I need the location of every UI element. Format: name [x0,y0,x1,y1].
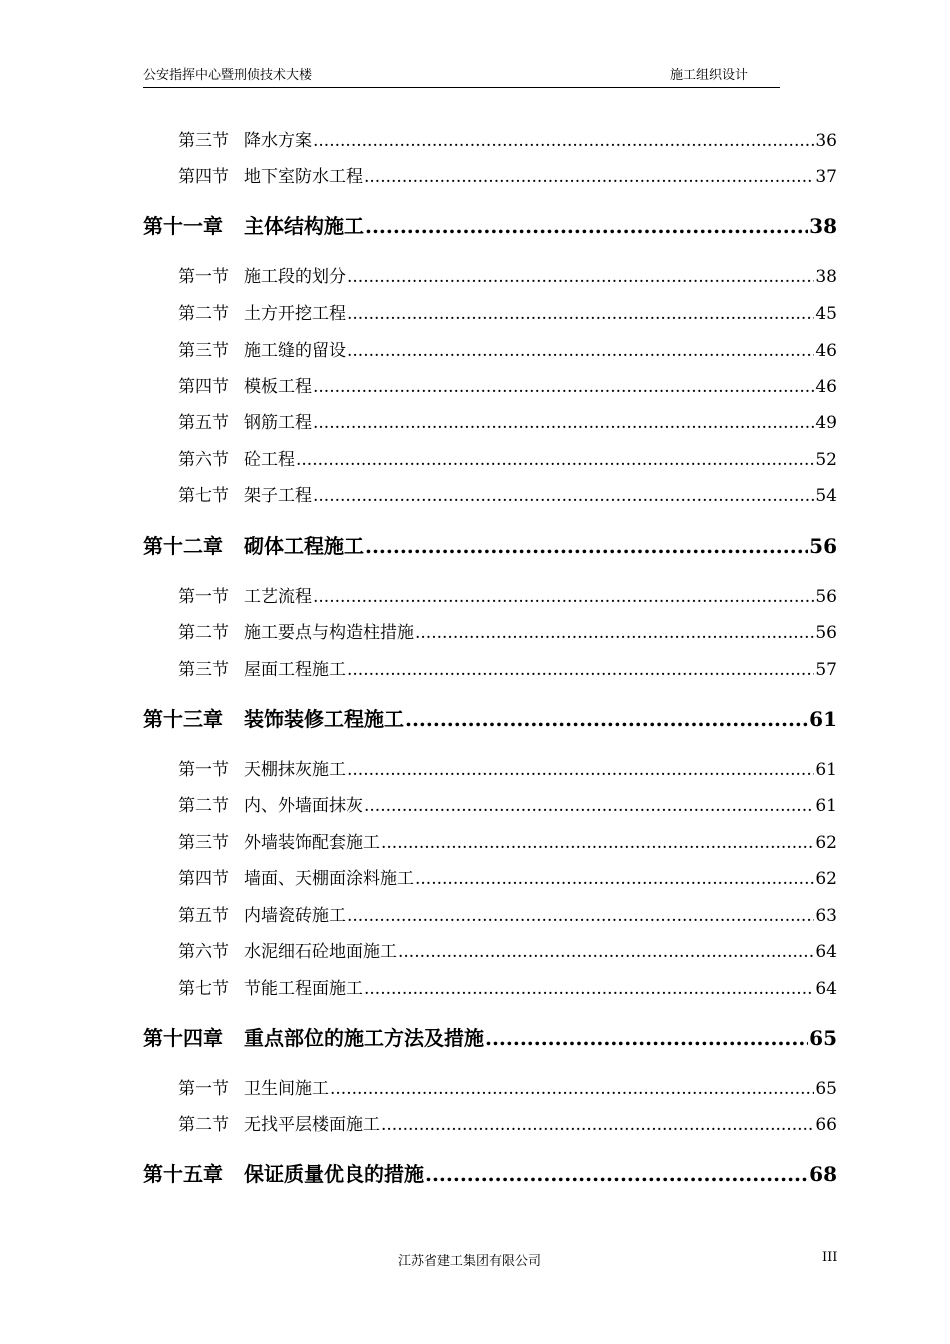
toc-entry-number: 第一节 [178,760,229,780]
toc-section-entry[interactable] [178,864,837,888]
toc-section-entry[interactable] [178,408,837,432]
toc-section-entry[interactable] [178,828,837,852]
toc-entry-title: 施工缝的留设 [244,341,346,361]
toc-dot-leader [313,486,814,506]
toc-entry-number: 第二节 [178,796,229,816]
page-header [143,68,780,88]
toc-entry-page: 56 [809,534,837,558]
toc-entry-page: 63 [815,906,837,926]
toc-entry-page: 68 [809,1162,837,1186]
toc-entry-page: 62 [815,869,837,889]
toc-entry-title: 施工要点与构造柱措施 [244,623,414,643]
toc-entry-page: 37 [815,167,837,187]
toc-entry-number: 第十四章 [143,1026,223,1050]
toc-section-entry[interactable] [178,974,837,998]
toc-entry-page: 54 [815,486,837,506]
toc-entry-number: 第二节 [178,304,229,324]
toc-entry-title: 水泥细石砼地面施工 [244,942,397,962]
toc-section-entry[interactable] [178,1110,837,1134]
toc-entry-number: 第十三章 [143,707,223,731]
toc-dot-leader [347,760,814,780]
toc-dot-leader [347,267,814,287]
toc-chapter-entry[interactable] [143,703,837,731]
toc-entry-title: 主体结构施工 [244,214,364,238]
toc-section-entry[interactable] [178,901,837,925]
toc-entry-number: 第六节 [178,450,229,470]
toc-entry-title: 架子工程 [244,486,312,506]
toc-section-entry[interactable] [178,262,837,286]
toc-dot-leader [364,796,814,816]
toc-entry-page: 66 [815,1115,837,1135]
toc-entry-number: 第七节 [178,979,229,999]
toc-entry-number: 第四节 [178,869,229,889]
footer-page-number: III [822,1250,838,1265]
toc-dot-leader [313,131,814,151]
toc-entry-number: 第二节 [178,623,229,643]
toc-chapter-entry[interactable] [143,1022,837,1050]
toc-dot-leader [415,623,814,643]
header-project-title: 公安指挥中心暨刑侦技术大楼 [143,68,313,83]
toc-entry-title: 砌体工程施工 [244,534,364,558]
toc-section-entry[interactable] [178,791,837,815]
toc-entry-title: 土方开挖工程 [244,304,346,324]
toc-chapter-entry[interactable] [143,530,837,558]
toc-entry-title: 天棚抹灰施工 [244,760,346,780]
toc-dot-leader [313,377,814,397]
toc-entry-page: 65 [809,1026,837,1050]
toc-entry-title: 内、外墙面抹灰 [244,796,363,816]
toc-entry-title: 外墙装饰配套施工 [244,833,380,853]
toc-dot-leader [347,906,814,926]
footer-company: 江苏省建工集团有限公司 [398,1254,542,1269]
toc-entry-title: 砼工程 [244,450,295,470]
toc-section-entry[interactable] [178,618,837,642]
toc-entry-number: 第二节 [178,1115,229,1135]
toc-entry-number: 第五节 [178,906,229,926]
toc-entry-title: 内墙瓷砖施工 [244,906,346,926]
toc-entry-number: 第一节 [178,267,229,287]
toc-section-entry[interactable] [178,655,837,679]
toc-entry-page: 45 [815,304,837,324]
toc-section-entry[interactable] [178,126,837,150]
toc-entry-page: 64 [815,979,837,999]
toc-entry-title: 重点部位的施工方法及措施 [244,1026,484,1050]
toc-entry-number: 第三节 [178,341,229,361]
toc-entry-number: 第一节 [178,587,229,607]
toc-chapter-entry[interactable] [143,1158,837,1186]
toc-dot-leader [365,534,808,558]
toc-dot-leader [313,587,814,607]
toc-dot-leader [364,167,814,187]
toc-entry-page: 61 [815,796,837,816]
toc-entry-number: 第四节 [178,167,229,187]
toc-section-entry[interactable] [178,1074,837,1098]
toc-entry-title: 保证质量优良的措施 [244,1162,424,1186]
toc-entry-number: 第五节 [178,413,229,433]
toc-entry-number: 第四节 [178,377,229,397]
toc-section-entry[interactable] [178,336,837,360]
toc-entry-title: 降水方案 [244,131,312,151]
toc-dot-leader [347,304,814,324]
toc-dot-leader [347,660,814,680]
toc-entry-title: 无找平层楼面施工 [244,1115,380,1135]
toc-entry-title: 卫生间施工 [244,1079,329,1099]
toc-entry-page: 36 [815,131,837,151]
toc-section-entry[interactable] [178,445,837,469]
toc-dot-leader [330,1079,814,1099]
toc-section-entry[interactable] [178,162,837,186]
toc-dot-leader [365,214,808,238]
toc-entry-title: 节能工程面施工 [244,979,363,999]
toc-entry-title: 模板工程 [244,377,312,397]
toc-dot-leader [485,1026,808,1050]
toc-dot-leader [415,869,814,889]
toc-entry-page: 61 [809,707,837,731]
toc-section-entry[interactable] [178,937,837,961]
toc-entry-page: 61 [815,760,837,780]
toc-dot-leader [313,413,814,433]
toc-entry-number: 第七节 [178,486,229,506]
toc-chapter-entry[interactable] [143,210,837,238]
toc-entry-number: 第一节 [178,1079,229,1099]
toc-entry-number: 第十二章 [143,534,223,558]
toc-entry-number: 第三节 [178,833,229,853]
toc-entry-title: 工艺流程 [244,587,312,607]
toc-section-entry[interactable] [178,755,837,779]
toc-entry-title: 施工段的划分 [244,267,346,287]
toc-entry-title: 屋面工程施工 [244,660,346,680]
toc-entry-page: 62 [815,833,837,853]
toc-entry-page: 38 [815,267,837,287]
toc-entry-title: 墙面、天棚面涂料施工 [244,869,414,889]
toc-entry-page: 56 [815,623,837,643]
toc-entry-number: 第六节 [178,942,229,962]
toc-entry-page: 49 [815,413,837,433]
toc-entry-page: 46 [815,341,837,361]
toc-entry-title: 地下室防水工程 [244,167,363,187]
toc-dot-leader [381,1115,814,1135]
toc-section-entry[interactable] [178,299,837,323]
toc-entry-page: 52 [815,450,837,470]
toc-section-entry[interactable] [178,582,837,606]
toc-section-entry[interactable] [178,481,837,505]
toc-entry-number: 第十一章 [143,214,223,238]
toc-dot-leader [347,341,814,361]
toc-dot-leader [364,979,814,999]
toc-entry-page: 65 [815,1079,837,1099]
toc-section-entry[interactable] [178,372,837,396]
toc-entry-number: 第三节 [178,131,229,151]
toc-entry-page: 57 [815,660,837,680]
toc-dot-leader [425,1162,808,1186]
toc-dot-leader [398,942,814,962]
toc-dot-leader [381,833,814,853]
toc-dot-leader [405,707,808,731]
toc-entry-title: 装饰装修工程施工 [244,707,404,731]
toc-entry-title: 钢筋工程 [244,413,312,433]
header-document-type: 施工组织设计 [670,68,749,83]
toc-entry-page: 46 [815,377,837,397]
toc-entry-page: 56 [815,587,837,607]
toc-entry-page: 38 [809,214,837,238]
toc-dot-leader [296,450,814,470]
toc-entry-page: 64 [815,942,837,962]
toc-entry-number: 第十五章 [143,1162,223,1186]
toc-entry-number: 第三节 [178,660,229,680]
